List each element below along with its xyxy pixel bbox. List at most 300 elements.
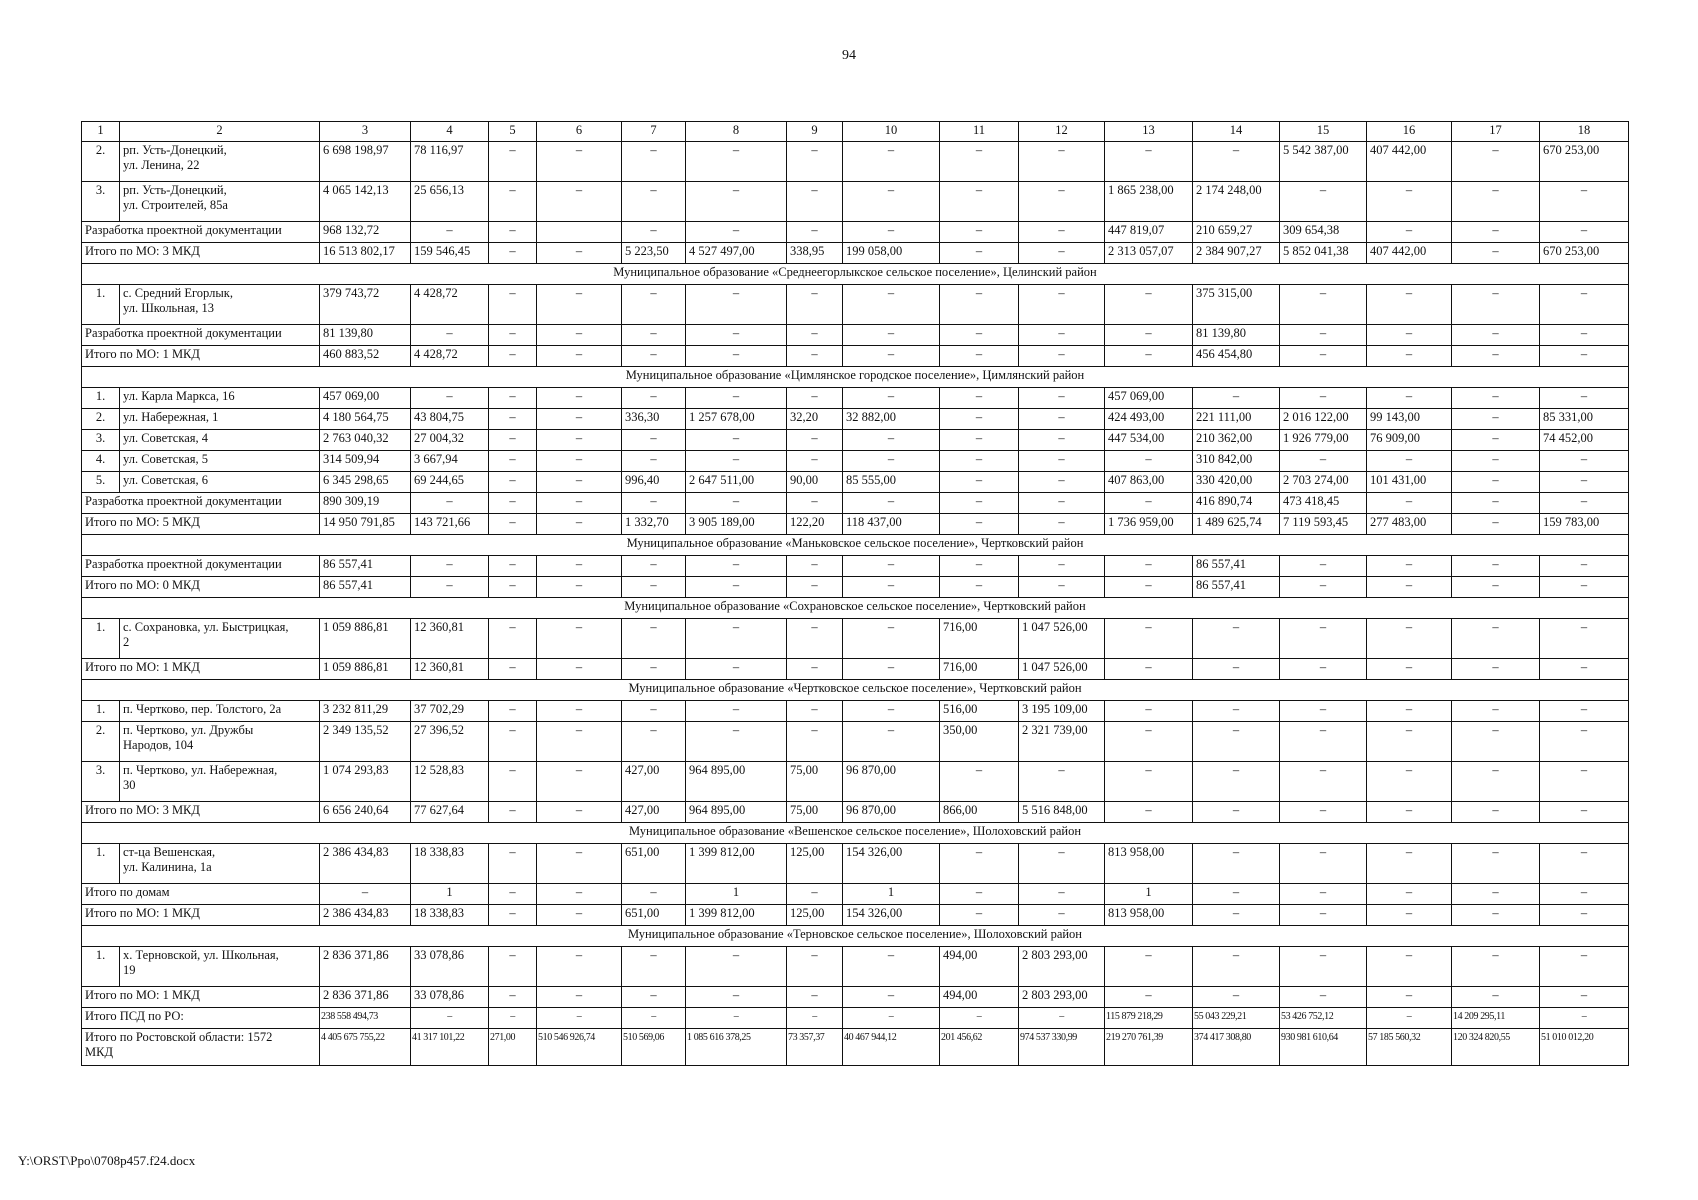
value-cell: 4 065 142,13 xyxy=(320,182,411,222)
value-cell: – xyxy=(1280,577,1367,598)
value-cell: – xyxy=(1280,619,1367,659)
value-cell: – xyxy=(1367,701,1452,722)
value-cell: 813 958,00 xyxy=(1105,905,1193,926)
building-row xyxy=(82,285,1629,325)
value-cell: – xyxy=(843,142,940,182)
value-cell: – xyxy=(686,493,787,514)
value-cell: – xyxy=(411,325,489,346)
value-cell: – xyxy=(1452,493,1540,514)
value-cell: 1 xyxy=(686,884,787,905)
value-cell: 238 558 494,73 xyxy=(320,1008,411,1029)
value-cell: – xyxy=(1367,325,1452,346)
row-index: 1. xyxy=(82,947,120,987)
value-cell: – xyxy=(1193,388,1280,409)
value-cell: 427,00 xyxy=(622,802,686,823)
value-cell: – xyxy=(1193,905,1280,926)
data-table xyxy=(81,121,1629,1066)
value-cell: – xyxy=(1367,182,1452,222)
value-cell: – xyxy=(1367,884,1452,905)
value-cell: 277 483,00 xyxy=(1367,514,1452,535)
value-cell: – xyxy=(1193,701,1280,722)
value-cell: – xyxy=(686,556,787,577)
value-cell: – xyxy=(1280,325,1367,346)
value-cell: 1 865 238,00 xyxy=(1105,182,1193,222)
value-cell: – xyxy=(843,577,940,598)
value-cell: – xyxy=(843,346,940,367)
value-cell: – xyxy=(1280,762,1367,802)
value-cell: 2 174 248,00 xyxy=(1193,182,1280,222)
value-cell: – xyxy=(489,472,537,493)
value-cell: 154 326,00 xyxy=(843,844,940,884)
value-cell: 374 417 308,80 xyxy=(1193,1029,1280,1066)
value-cell: – xyxy=(843,325,940,346)
column-number-cell: 10 xyxy=(843,122,940,142)
value-cell: – xyxy=(1367,577,1452,598)
municipality-section-row xyxy=(82,598,1629,619)
total-row xyxy=(82,325,1629,346)
value-cell: 6 698 198,97 xyxy=(320,142,411,182)
value-cell: – xyxy=(1280,388,1367,409)
building-row xyxy=(82,701,1629,722)
value-cell: 651,00 xyxy=(622,844,686,884)
value-cell: – xyxy=(537,884,622,905)
value-cell: – xyxy=(622,430,686,451)
value-cell: 99 143,00 xyxy=(1367,409,1452,430)
value-cell: 75,00 xyxy=(787,762,843,802)
value-cell: 5 223,50 xyxy=(622,243,686,264)
value-cell: – xyxy=(686,659,787,680)
value-cell: – xyxy=(1452,182,1540,222)
value-cell: – xyxy=(940,325,1019,346)
value-cell: – xyxy=(1540,987,1629,1008)
value-cell: – xyxy=(537,577,622,598)
value-cell: 3 232 811,29 xyxy=(320,701,411,722)
value-cell: – xyxy=(940,905,1019,926)
value-cell: – xyxy=(940,884,1019,905)
value-cell: 2 321 739,00 xyxy=(1019,722,1105,762)
value-cell: – xyxy=(622,325,686,346)
value-cell: 2 836 371,86 xyxy=(320,947,411,987)
value-cell: – xyxy=(1193,762,1280,802)
value-cell: 460 883,52 xyxy=(320,346,411,367)
value-cell: – xyxy=(940,430,1019,451)
value-cell: 1 047 526,00 xyxy=(1019,619,1105,659)
total-row xyxy=(82,346,1629,367)
address-cell: с. Сохрановка, ул. Быстрицкая, 2 xyxy=(120,619,320,659)
value-cell: – xyxy=(1280,802,1367,823)
value-cell: – xyxy=(1540,947,1629,987)
value-cell: 125,00 xyxy=(787,905,843,926)
value-cell: – xyxy=(1193,844,1280,884)
column-number-cell: 5 xyxy=(489,122,537,142)
value-cell: – xyxy=(1367,762,1452,802)
value-cell: 670 253,00 xyxy=(1540,142,1629,182)
value-cell: – xyxy=(940,182,1019,222)
building-row xyxy=(82,142,1629,182)
value-cell: 12 360,81 xyxy=(411,619,489,659)
value-cell: – xyxy=(686,722,787,762)
value-cell: 310 842,00 xyxy=(1193,451,1280,472)
value-cell: – xyxy=(686,346,787,367)
row-index: 2. xyxy=(82,142,120,182)
municipality-title: Муниципальное образование «Чертковское сельское поселение», Чертковский район xyxy=(82,680,1629,701)
address-cell: ст-ца Вешенская, ул. Калинина, 1а xyxy=(120,844,320,884)
value-cell: – xyxy=(489,762,537,802)
total-row xyxy=(82,556,1629,577)
value-cell: – xyxy=(1540,722,1629,762)
value-cell: 336,30 xyxy=(622,409,686,430)
value-cell: – xyxy=(1193,619,1280,659)
column-number-cell: 16 xyxy=(1367,122,1452,142)
value-cell: – xyxy=(1540,701,1629,722)
value-cell: 1 059 886,81 xyxy=(320,619,411,659)
value-cell: – xyxy=(622,346,686,367)
value-cell: 55 043 229,21 xyxy=(1193,1008,1280,1029)
value-cell: 866,00 xyxy=(940,802,1019,823)
value-cell: – xyxy=(622,722,686,762)
value-cell: – xyxy=(489,619,537,659)
total-label: Итого по МО: 3 МКД xyxy=(82,802,320,823)
value-cell: – xyxy=(489,243,537,264)
value-cell: – xyxy=(1105,346,1193,367)
value-cell: – xyxy=(843,619,940,659)
value-cell: – xyxy=(686,142,787,182)
municipality-title: Муниципальное образование «Вешенское сельское поселение», Шолоховский район xyxy=(82,823,1629,844)
value-cell: – xyxy=(940,222,1019,243)
value-cell: – xyxy=(489,556,537,577)
value-cell: 5 516 848,00 xyxy=(1019,802,1105,823)
value-cell: 159 783,00 xyxy=(1540,514,1629,535)
value-cell: 456 454,80 xyxy=(1193,346,1280,367)
value-cell: – xyxy=(1452,987,1540,1008)
value-cell: – xyxy=(1105,577,1193,598)
value-cell: 86 557,41 xyxy=(320,556,411,577)
value-cell: – xyxy=(843,722,940,762)
value-cell: – xyxy=(1367,905,1452,926)
value-cell: – xyxy=(1105,556,1193,577)
value-cell: – xyxy=(787,285,843,325)
value-cell: 6 656 240,64 xyxy=(320,802,411,823)
value-cell: – xyxy=(1280,987,1367,1008)
value-cell: – xyxy=(1193,947,1280,987)
value-cell: – xyxy=(1452,346,1540,367)
value-cell: – xyxy=(537,701,622,722)
value-cell: 4 405 675 755,22 xyxy=(320,1029,411,1066)
value-cell xyxy=(537,222,622,243)
value-cell: – xyxy=(1452,243,1540,264)
address-cell: рп. Усть-Донецкий, ул. Строителей, 85а xyxy=(120,182,320,222)
value-cell: – xyxy=(537,619,622,659)
value-cell: 12 360,81 xyxy=(411,659,489,680)
address-cell: ул. Советская, 6 xyxy=(120,472,320,493)
value-cell: – xyxy=(622,388,686,409)
value-cell: – xyxy=(537,722,622,762)
total-label: Итого ПСД по РО: xyxy=(82,1008,320,1029)
total-row xyxy=(82,884,1629,905)
value-cell: – xyxy=(843,451,940,472)
row-index: 2. xyxy=(82,722,120,762)
value-cell: – xyxy=(1280,722,1367,762)
value-cell: – xyxy=(1105,701,1193,722)
value-cell: – xyxy=(940,346,1019,367)
column-number-row xyxy=(82,122,1629,142)
value-cell: 2 703 274,00 xyxy=(1280,472,1367,493)
value-cell: – xyxy=(1280,556,1367,577)
value-cell: – xyxy=(940,493,1019,514)
value-cell: 1 059 886,81 xyxy=(320,659,411,680)
value-cell: – xyxy=(489,222,537,243)
value-cell: 201 456,62 xyxy=(940,1029,1019,1066)
value-cell: 73 357,37 xyxy=(787,1029,843,1066)
value-cell: – xyxy=(537,844,622,884)
value-cell: – xyxy=(1280,451,1367,472)
value-cell: 51 010 012,20 xyxy=(1540,1029,1629,1066)
value-cell: 1 074 293,83 xyxy=(320,762,411,802)
value-cell: – xyxy=(1019,409,1105,430)
value-cell: – xyxy=(1367,556,1452,577)
value-cell: – xyxy=(1452,577,1540,598)
municipality-section-row xyxy=(82,535,1629,556)
value-cell: – xyxy=(411,577,489,598)
value-cell: 494,00 xyxy=(940,987,1019,1008)
value-cell: 118 437,00 xyxy=(843,514,940,535)
value-cell: 1 332,70 xyxy=(622,514,686,535)
value-cell: – xyxy=(1019,388,1105,409)
column-number-cell: 15 xyxy=(1280,122,1367,142)
municipality-section-row xyxy=(82,926,1629,947)
total-row xyxy=(82,802,1629,823)
value-cell: – xyxy=(686,619,787,659)
municipality-title: Муниципальное образование «Маньковское сельское поселение», Чертковский район xyxy=(82,535,1629,556)
value-cell: – xyxy=(1019,762,1105,802)
row-index: 3. xyxy=(82,430,120,451)
value-cell: – xyxy=(1105,987,1193,1008)
value-cell: – xyxy=(489,182,537,222)
value-cell: – xyxy=(787,430,843,451)
value-cell: – xyxy=(1367,947,1452,987)
value-cell: 964 895,00 xyxy=(686,762,787,802)
table-body xyxy=(82,122,1629,1066)
value-cell: – xyxy=(537,905,622,926)
value-cell: 651,00 xyxy=(622,905,686,926)
value-cell: – xyxy=(1452,285,1540,325)
value-cell: 53 426 752,12 xyxy=(1280,1008,1367,1029)
value-cell: – xyxy=(537,182,622,222)
value-cell: – xyxy=(411,556,489,577)
column-number-cell: 6 xyxy=(537,122,622,142)
value-cell: – xyxy=(1019,222,1105,243)
value-cell: 379 743,72 xyxy=(320,285,411,325)
value-cell: – xyxy=(940,142,1019,182)
value-cell: – xyxy=(489,1008,537,1029)
value-cell: – xyxy=(843,493,940,514)
value-cell: – xyxy=(622,451,686,472)
value-cell: – xyxy=(1452,409,1540,430)
total-row xyxy=(82,987,1629,1008)
total-label: Итого по МО: 5 МКД xyxy=(82,514,320,535)
value-cell: 813 958,00 xyxy=(1105,844,1193,884)
value-cell: 964 895,00 xyxy=(686,802,787,823)
value-cell: 1 489 625,74 xyxy=(1193,514,1280,535)
value-cell: – xyxy=(1540,388,1629,409)
value-cell: – xyxy=(787,577,843,598)
building-row xyxy=(82,619,1629,659)
value-cell: – xyxy=(787,659,843,680)
value-cell: 716,00 xyxy=(940,659,1019,680)
value-cell: 494,00 xyxy=(940,947,1019,987)
value-cell: – xyxy=(1452,947,1540,987)
value-cell: – xyxy=(489,451,537,472)
value-cell: – xyxy=(622,182,686,222)
building-row xyxy=(82,430,1629,451)
row-index: 1. xyxy=(82,701,120,722)
value-cell: – xyxy=(1367,619,1452,659)
value-cell: 2 384 907,27 xyxy=(1193,243,1280,264)
value-cell: – xyxy=(489,142,537,182)
value-cell: – xyxy=(787,1008,843,1029)
value-cell: – xyxy=(686,577,787,598)
value-cell: – xyxy=(940,844,1019,884)
municipality-title: Муниципальное образование «Цимлянское городское поселение», Цимлянский район xyxy=(82,367,1629,388)
total-row xyxy=(82,493,1629,514)
value-cell: 75,00 xyxy=(787,802,843,823)
value-cell: – xyxy=(1019,844,1105,884)
value-cell: – xyxy=(1280,844,1367,884)
value-cell: 350,00 xyxy=(940,722,1019,762)
row-index: 2. xyxy=(82,409,120,430)
column-number-cell: 7 xyxy=(622,122,686,142)
value-cell: – xyxy=(1280,659,1367,680)
value-cell: – xyxy=(1193,659,1280,680)
value-cell: 78 116,97 xyxy=(411,142,489,182)
building-row xyxy=(82,947,1629,987)
value-cell: 4 428,72 xyxy=(411,346,489,367)
value-cell: 309 654,38 xyxy=(1280,222,1367,243)
value-cell: – xyxy=(940,472,1019,493)
value-cell: – xyxy=(489,802,537,823)
value-cell: 1 xyxy=(411,884,489,905)
value-cell: – xyxy=(1193,142,1280,182)
address-cell: п. Чертково, ул. Дружбы Народов, 104 xyxy=(120,722,320,762)
building-row xyxy=(82,182,1629,222)
value-cell: – xyxy=(686,947,787,987)
value-cell: 4 180 564,75 xyxy=(320,409,411,430)
value-cell: – xyxy=(787,722,843,762)
value-cell: 996,40 xyxy=(622,472,686,493)
value-cell: 122,20 xyxy=(787,514,843,535)
value-cell: 199 058,00 xyxy=(843,243,940,264)
total-label: Разработка проектной документации xyxy=(82,493,320,514)
value-cell: 375 315,00 xyxy=(1193,285,1280,325)
value-cell: 85 331,00 xyxy=(1540,409,1629,430)
total-row xyxy=(82,905,1629,926)
row-index: 1. xyxy=(82,285,120,325)
value-cell: – xyxy=(1452,619,1540,659)
value-cell: 90,00 xyxy=(787,472,843,493)
value-cell: 2 803 293,00 xyxy=(1019,987,1105,1008)
value-cell: 86 557,41 xyxy=(320,577,411,598)
value-cell: – xyxy=(1105,325,1193,346)
value-cell: – xyxy=(1019,577,1105,598)
value-cell: – xyxy=(686,430,787,451)
value-cell: 407 442,00 xyxy=(1367,142,1452,182)
value-cell: – xyxy=(1367,722,1452,762)
value-cell: 1 399 812,00 xyxy=(686,844,787,884)
row-index: 3. xyxy=(82,762,120,802)
value-cell: – xyxy=(1019,346,1105,367)
value-cell: – xyxy=(787,556,843,577)
value-cell: – xyxy=(843,947,940,987)
value-cell: 143 721,66 xyxy=(411,514,489,535)
value-cell: 5 852 041,38 xyxy=(1280,243,1367,264)
value-cell: – xyxy=(1105,142,1193,182)
value-cell: – xyxy=(843,182,940,222)
value-cell: – xyxy=(489,659,537,680)
total-label: Разработка проектной документации xyxy=(82,325,320,346)
value-cell: – xyxy=(1452,451,1540,472)
total-row xyxy=(82,659,1629,680)
value-cell: – xyxy=(940,1008,1019,1029)
value-cell: – xyxy=(1367,451,1452,472)
value-cell: 16 513 802,17 xyxy=(320,243,411,264)
value-cell: 2 386 434,83 xyxy=(320,905,411,926)
value-cell: – xyxy=(1540,285,1629,325)
value-cell: 81 139,80 xyxy=(320,325,411,346)
value-cell: – xyxy=(1105,659,1193,680)
total-label: Итого по МО: 1 МКД xyxy=(82,987,320,1008)
value-cell: 1 736 959,00 xyxy=(1105,514,1193,535)
municipality-title: Муниципальное образование «Терновское сельское поселение», Шолоховский район xyxy=(82,926,1629,947)
value-cell: – xyxy=(1367,285,1452,325)
value-cell: – xyxy=(787,346,843,367)
value-cell: – xyxy=(1540,802,1629,823)
value-cell: 1 xyxy=(843,884,940,905)
value-cell: – xyxy=(686,182,787,222)
value-cell: – xyxy=(537,556,622,577)
value-cell: – xyxy=(1019,884,1105,905)
value-cell: – xyxy=(489,987,537,1008)
value-cell: – xyxy=(1105,762,1193,802)
value-cell: 1 257 678,00 xyxy=(686,409,787,430)
value-cell: – xyxy=(686,222,787,243)
value-cell: – xyxy=(1367,1008,1452,1029)
value-cell: – xyxy=(537,285,622,325)
value-cell: 457 069,00 xyxy=(1105,388,1193,409)
value-cell: – xyxy=(1019,142,1105,182)
value-cell: 219 270 761,39 xyxy=(1105,1029,1193,1066)
value-cell: 69 244,65 xyxy=(411,472,489,493)
value-cell: 210 362,00 xyxy=(1193,430,1280,451)
value-cell: 516,00 xyxy=(940,701,1019,722)
value-cell: 96 870,00 xyxy=(843,762,940,802)
value-cell: – xyxy=(940,762,1019,802)
total-label: Разработка проектной документации xyxy=(82,556,320,577)
value-cell: – xyxy=(940,285,1019,325)
value-cell: 2 313 057,07 xyxy=(1105,243,1193,264)
value-cell: – xyxy=(1019,325,1105,346)
value-cell: 3 195 109,00 xyxy=(1019,701,1105,722)
column-number-cell: 4 xyxy=(411,122,489,142)
column-number-cell: 8 xyxy=(686,122,787,142)
value-cell: – xyxy=(940,409,1019,430)
value-cell: – xyxy=(1452,701,1540,722)
address-cell: х. Терновской, ул. Школьная, 19 xyxy=(120,947,320,987)
value-cell: – xyxy=(489,577,537,598)
value-cell: – xyxy=(1367,659,1452,680)
value-cell: – xyxy=(1280,905,1367,926)
value-cell: – xyxy=(787,142,843,182)
value-cell: – xyxy=(489,388,537,409)
